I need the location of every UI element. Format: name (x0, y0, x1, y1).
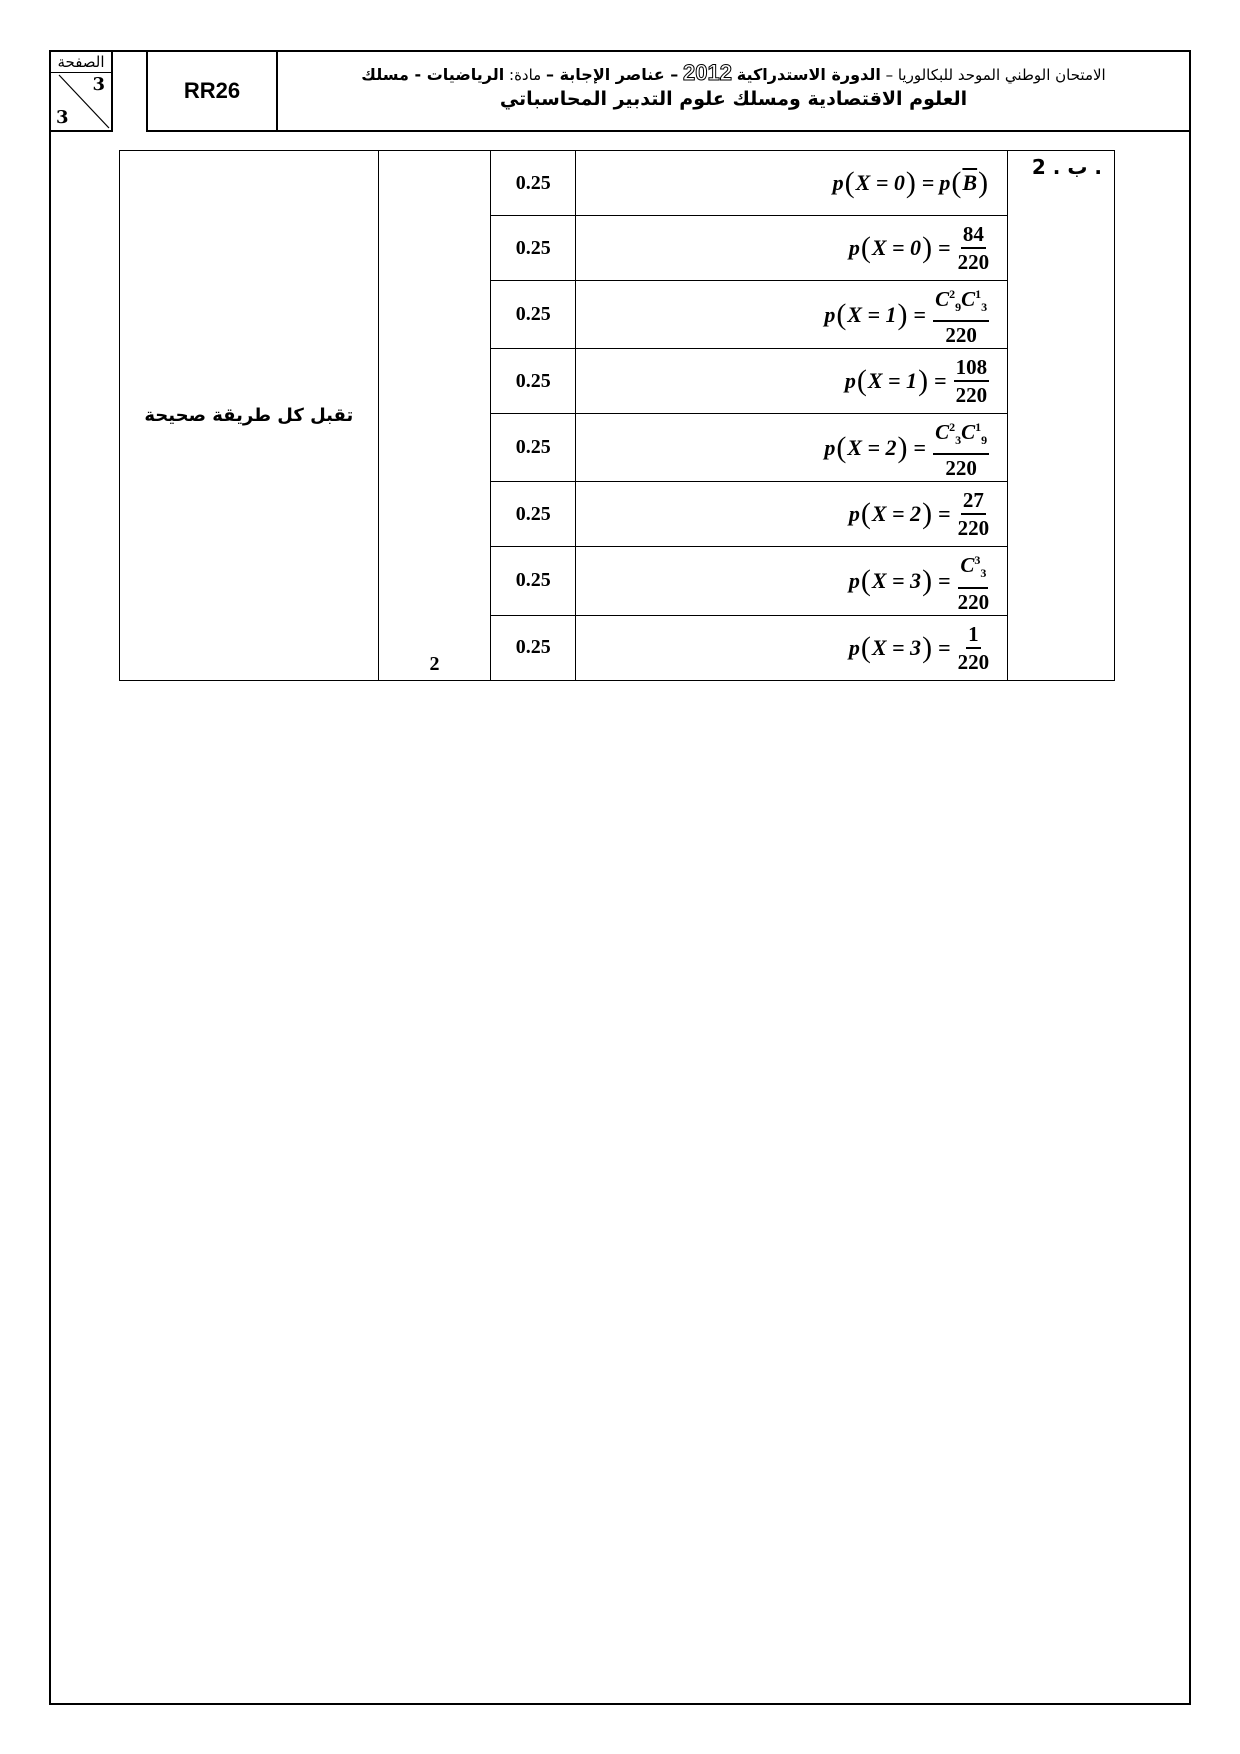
title-line-2: العلوم الاقتصادية ومسلك علوم التدبير المحاسباتي (499, 88, 968, 110)
combination-k: 3 (974, 553, 981, 568)
combination-symbol: C (961, 287, 976, 311)
fraction-numerator: 1 (966, 621, 981, 649)
equation: p ( X = 2 ) = $\frac{27}{220}$ (848, 488, 990, 541)
event: X = 2 (871, 501, 922, 527)
combination-k: 1 (975, 420, 982, 435)
fraction-denominator: 220 (955, 383, 988, 408)
combination-symbol: C (935, 420, 950, 445)
event: X = 1 (847, 301, 897, 327)
title-part-b: الدورة الاستدراكية (736, 65, 881, 84)
exam-code: RR26 (146, 50, 278, 132)
event: X = 1 (867, 368, 918, 394)
equation: p ( X = 1 ) = $\frac{108}{220}$ (844, 355, 988, 408)
fraction (954, 354, 990, 408)
title-part-d: مادة: (509, 66, 542, 84)
equation: p ( X = 1 ) = $\frac{C^2_9C^1_3}{220}$ (824, 281, 989, 348)
equation: p ( X = 2 ) = $\frac{C^2_3C^1_9}{220}$ (824, 414, 989, 481)
combination-n: 3 (981, 300, 988, 315)
points-cell: 0.25 (491, 151, 576, 216)
fraction-denominator: 220 (957, 516, 990, 541)
observation-cell: تقبل كل طريقة صحيحة (120, 151, 379, 681)
fraction (958, 621, 990, 675)
page-total: 3 (56, 107, 69, 128)
answer-cell (576, 151, 1008, 216)
fraction-numerator (958, 547, 988, 588)
answer-cell (576, 482, 1008, 547)
event: X = 2 (847, 434, 897, 460)
fraction-denominator: 220 (957, 250, 990, 274)
page-current: 3 (92, 74, 105, 95)
title-part-e: الرياضيات - مسلك (361, 65, 505, 84)
fraction (958, 547, 990, 614)
page-label: الصفحة (51, 52, 111, 73)
combination-symbol: C (960, 553, 975, 578)
fraction (958, 487, 990, 541)
exam-title (276, 50, 1191, 132)
points-cell: 0.25 (491, 615, 576, 680)
page-number-box (49, 50, 113, 132)
points-cell: 0.25 (491, 547, 576, 615)
equation: p ( X = 0 ) = p ( $\overline{B}$ ) (832, 166, 989, 199)
title-part-c: – عناصر الإجابة – (546, 65, 679, 84)
total-points-cell: 2 (378, 151, 491, 681)
equation: p ( X = 3 ) = $\frac{C^3_3}{220}$ (849, 547, 989, 614)
fraction (933, 281, 989, 348)
table-row (120, 151, 1115, 216)
fraction-numerator (933, 414, 989, 455)
combination-symbol: C (935, 287, 950, 311)
answer-cell (576, 216, 1008, 281)
fraction-denominator: 220 (945, 456, 977, 481)
title-year: 2012 (683, 60, 732, 85)
combination-symbol: C (961, 420, 976, 445)
title-part-a: الامتحان الوطني الموحد للبكالوريا – (885, 66, 1106, 84)
combination-n: 9 (981, 433, 988, 448)
event: X = 0 (855, 170, 905, 195)
fraction-denominator: 220 (957, 589, 990, 614)
fraction-denominator: 220 (957, 649, 990, 674)
rhs-function: p (939, 170, 951, 195)
fraction (958, 221, 990, 275)
event: X = 3 (871, 634, 922, 660)
equation: p ( X = 3 ) = $\frac{1}{220}$ (848, 621, 990, 674)
rhs-argument: $\overline{B}$ (962, 170, 978, 195)
question-number: 2 . ب . (1008, 151, 1115, 681)
combination-k: 2 (949, 287, 956, 301)
combination-n: 3 (980, 566, 987, 581)
answer-cell (576, 349, 1008, 414)
points-cell: 0.25 (491, 414, 576, 482)
points-cell: 0.25 (491, 349, 576, 414)
answer-cell (576, 547, 1008, 615)
fraction-numerator: 27 (961, 487, 986, 515)
fraction-numerator (933, 281, 989, 322)
fraction (933, 414, 989, 481)
fraction-numerator: 84 (961, 221, 986, 249)
points-cell: 0.25 (491, 482, 576, 547)
answer-cell (576, 615, 1008, 680)
answer-cell (576, 414, 1008, 482)
page-header (49, 50, 1191, 147)
equation: p ( X = 0 ) = $\frac{84}{220}$ (848, 222, 990, 274)
event: X = 0 (871, 235, 922, 260)
combination-k: 2 (949, 420, 956, 435)
title-line-1 (278, 60, 1189, 86)
combination-n: 3 (955, 433, 962, 448)
fraction-denominator: 220 (945, 323, 977, 348)
solution-table (119, 150, 1115, 681)
fraction-numerator: 108 (954, 354, 990, 382)
points-cell: 0.25 (491, 216, 576, 281)
combination-n: 9 (955, 300, 962, 315)
answer-cell (576, 281, 1008, 349)
event: X = 3 (871, 567, 922, 593)
combination-k: 1 (975, 287, 982, 301)
points-cell: 0.25 (491, 281, 576, 349)
